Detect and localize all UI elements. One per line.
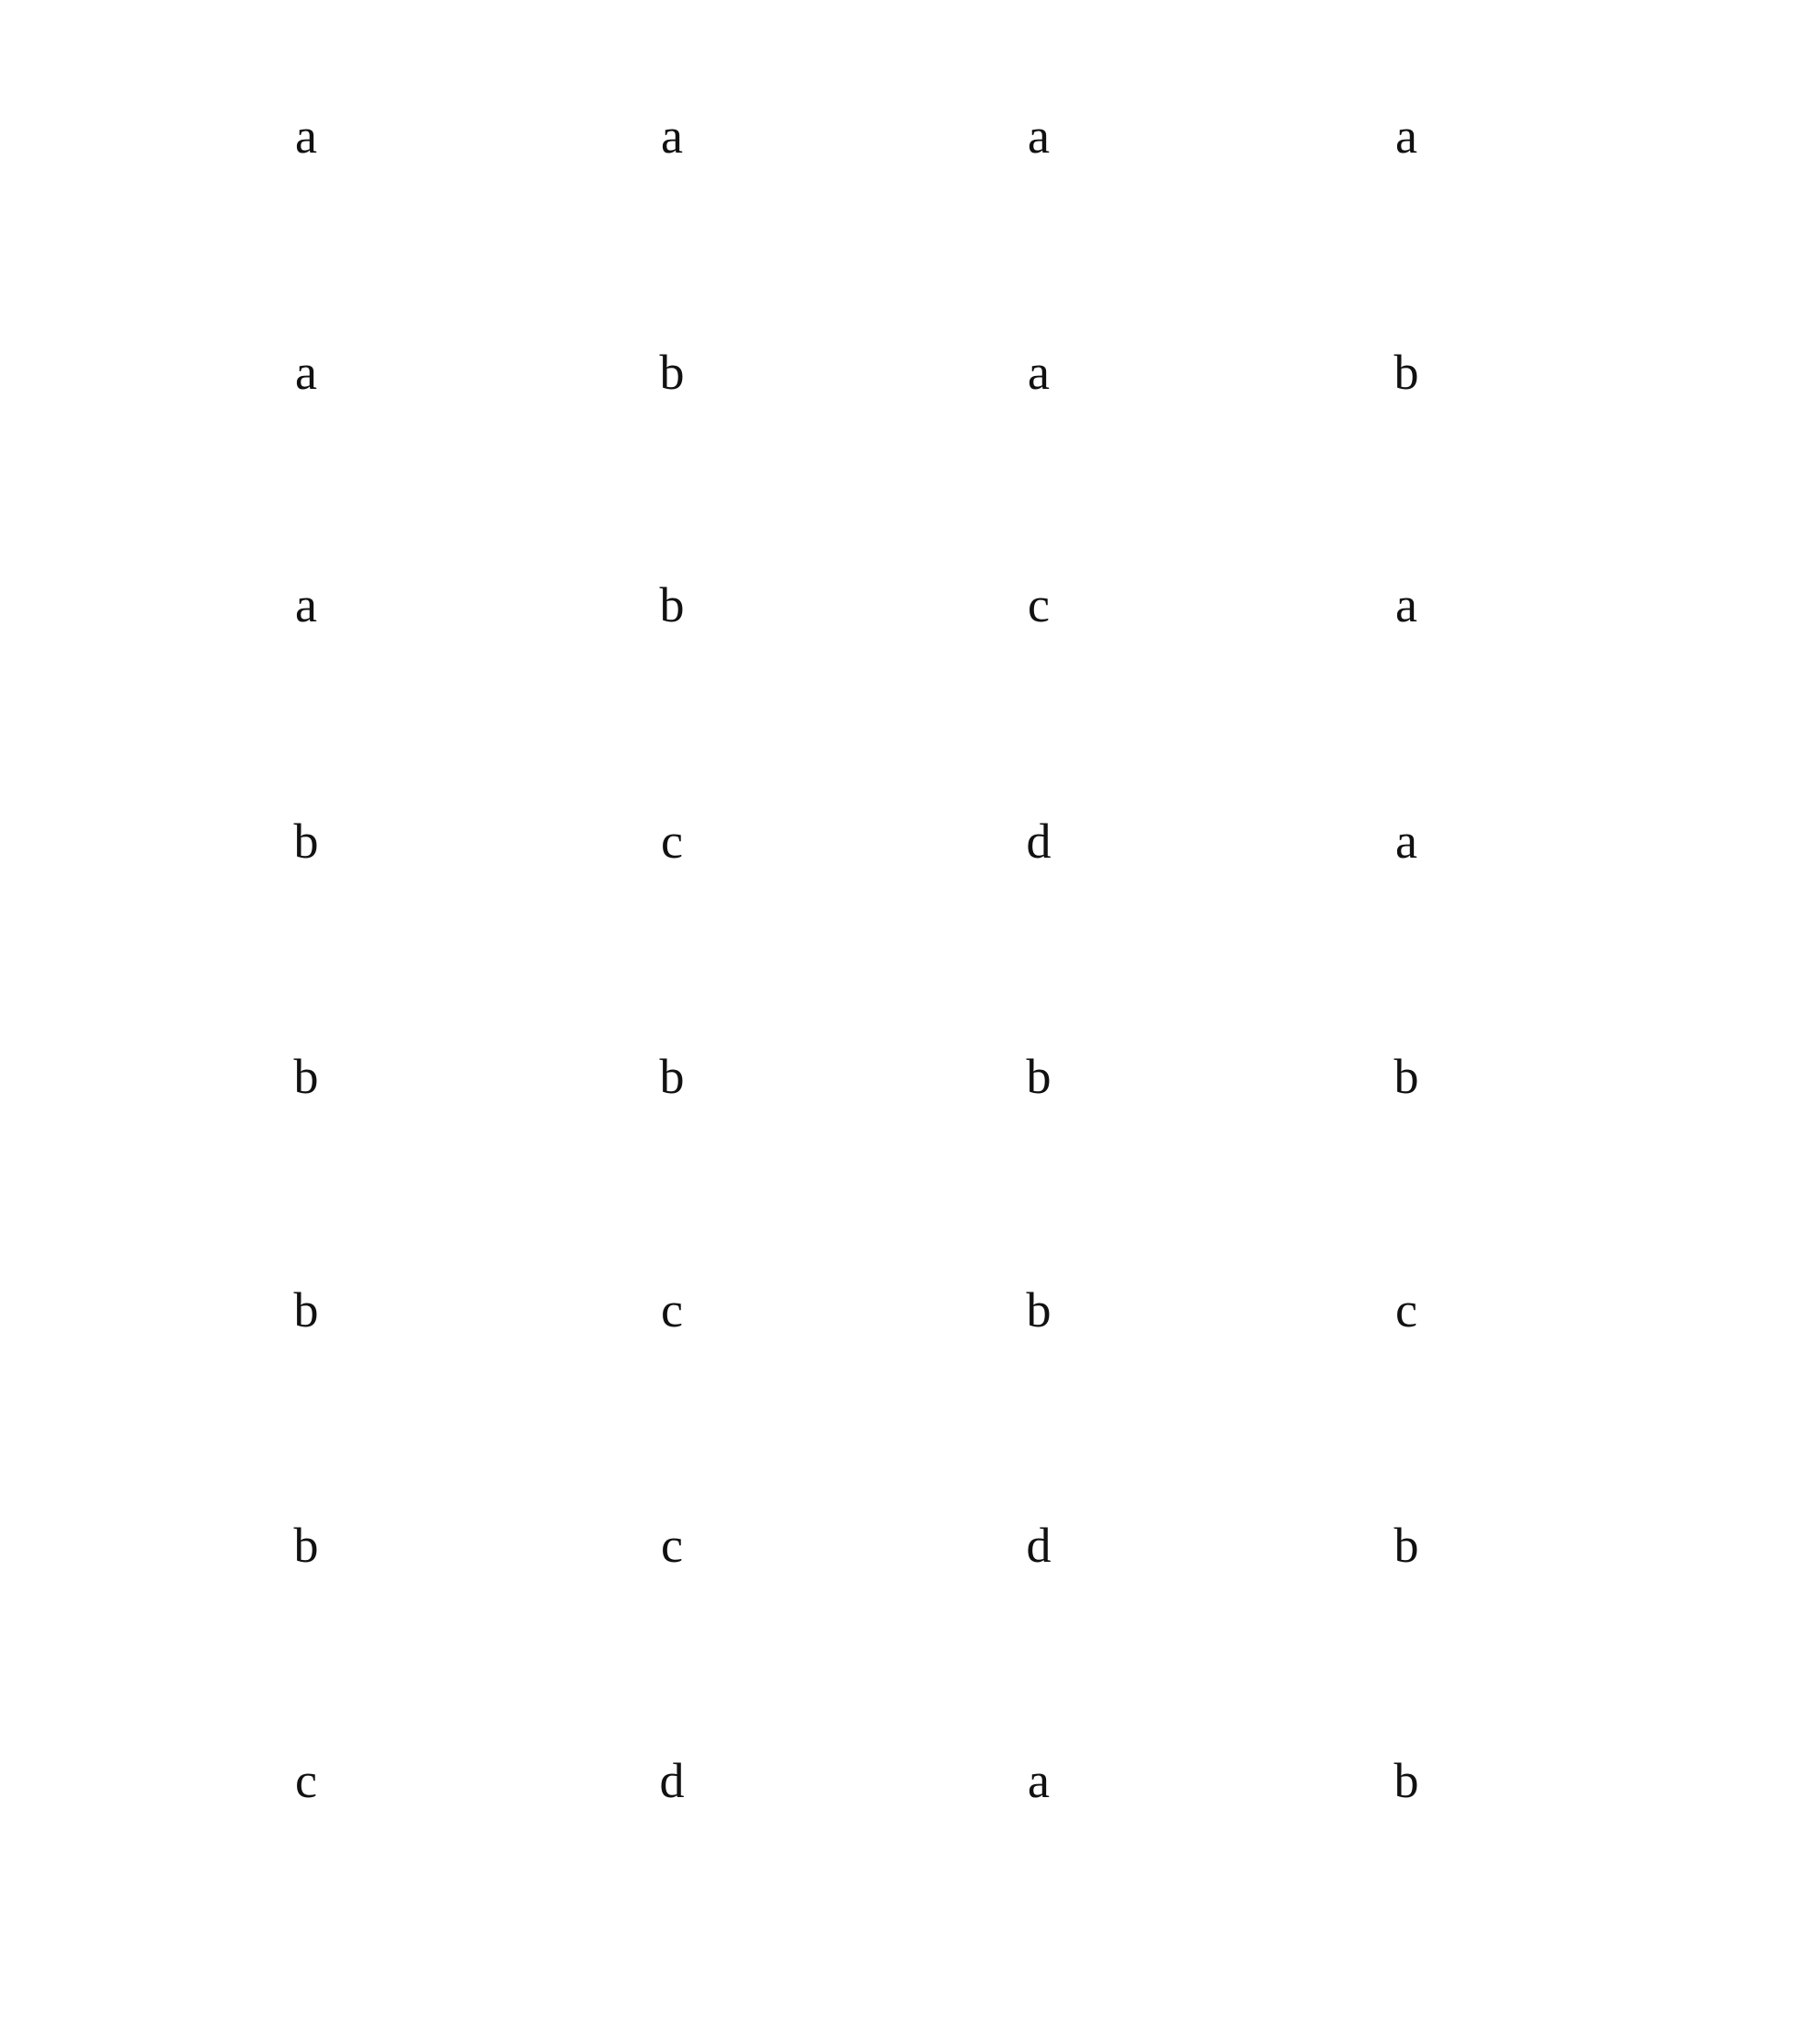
grid-row-4 [0, 804, 1820, 878]
grid-cell: b [293, 1049, 319, 1104]
grid-cell: d [659, 1753, 685, 1808]
grid-cell: a [661, 108, 683, 164]
grid-cell: a [295, 577, 317, 632]
grid-row-8 [0, 1744, 1820, 1817]
grid-row-5 [0, 1040, 1820, 1113]
grid-cell: a [1395, 577, 1417, 632]
grid-cell: a [1028, 345, 1050, 400]
grid-row-3 [0, 568, 1820, 642]
grid-row-6 [0, 1273, 1820, 1347]
grid-cell: a [295, 345, 317, 400]
grid-cell: b [293, 1282, 319, 1337]
grid-cell: b [1026, 1049, 1052, 1104]
grid-cell: b [659, 577, 685, 632]
grid-cell: a [1028, 1753, 1050, 1808]
grid-cell: b [293, 814, 319, 869]
grid-cell: b [1026, 1282, 1052, 1337]
grid-cell: b [1393, 1518, 1419, 1573]
grid-cell: c [1395, 1282, 1417, 1337]
grid-row-7 [0, 1508, 1820, 1582]
grid-cell: c [661, 1282, 683, 1337]
grid-cell: a [1028, 108, 1050, 164]
grid-cell: d [1026, 1518, 1052, 1573]
grid-cell: a [1395, 814, 1417, 869]
grid-row-1 [0, 99, 1820, 173]
grid-row-2 [0, 336, 1820, 409]
grid-cell: b [659, 1049, 685, 1104]
grid-cell: a [295, 108, 317, 164]
grid-cell: a [1395, 108, 1417, 164]
grid-cell: b [1393, 1753, 1419, 1808]
grid-cell: d [1026, 814, 1052, 869]
grid-cell: b [1393, 1049, 1419, 1104]
grid-cell: b [1393, 345, 1419, 400]
grid-cell: c [661, 1518, 683, 1573]
grid-cell: b [659, 345, 685, 400]
grid-cell: c [1028, 577, 1050, 632]
grid-cell: c [661, 814, 683, 869]
grid-cell: c [295, 1753, 317, 1808]
grid-cell: b [293, 1518, 319, 1573]
